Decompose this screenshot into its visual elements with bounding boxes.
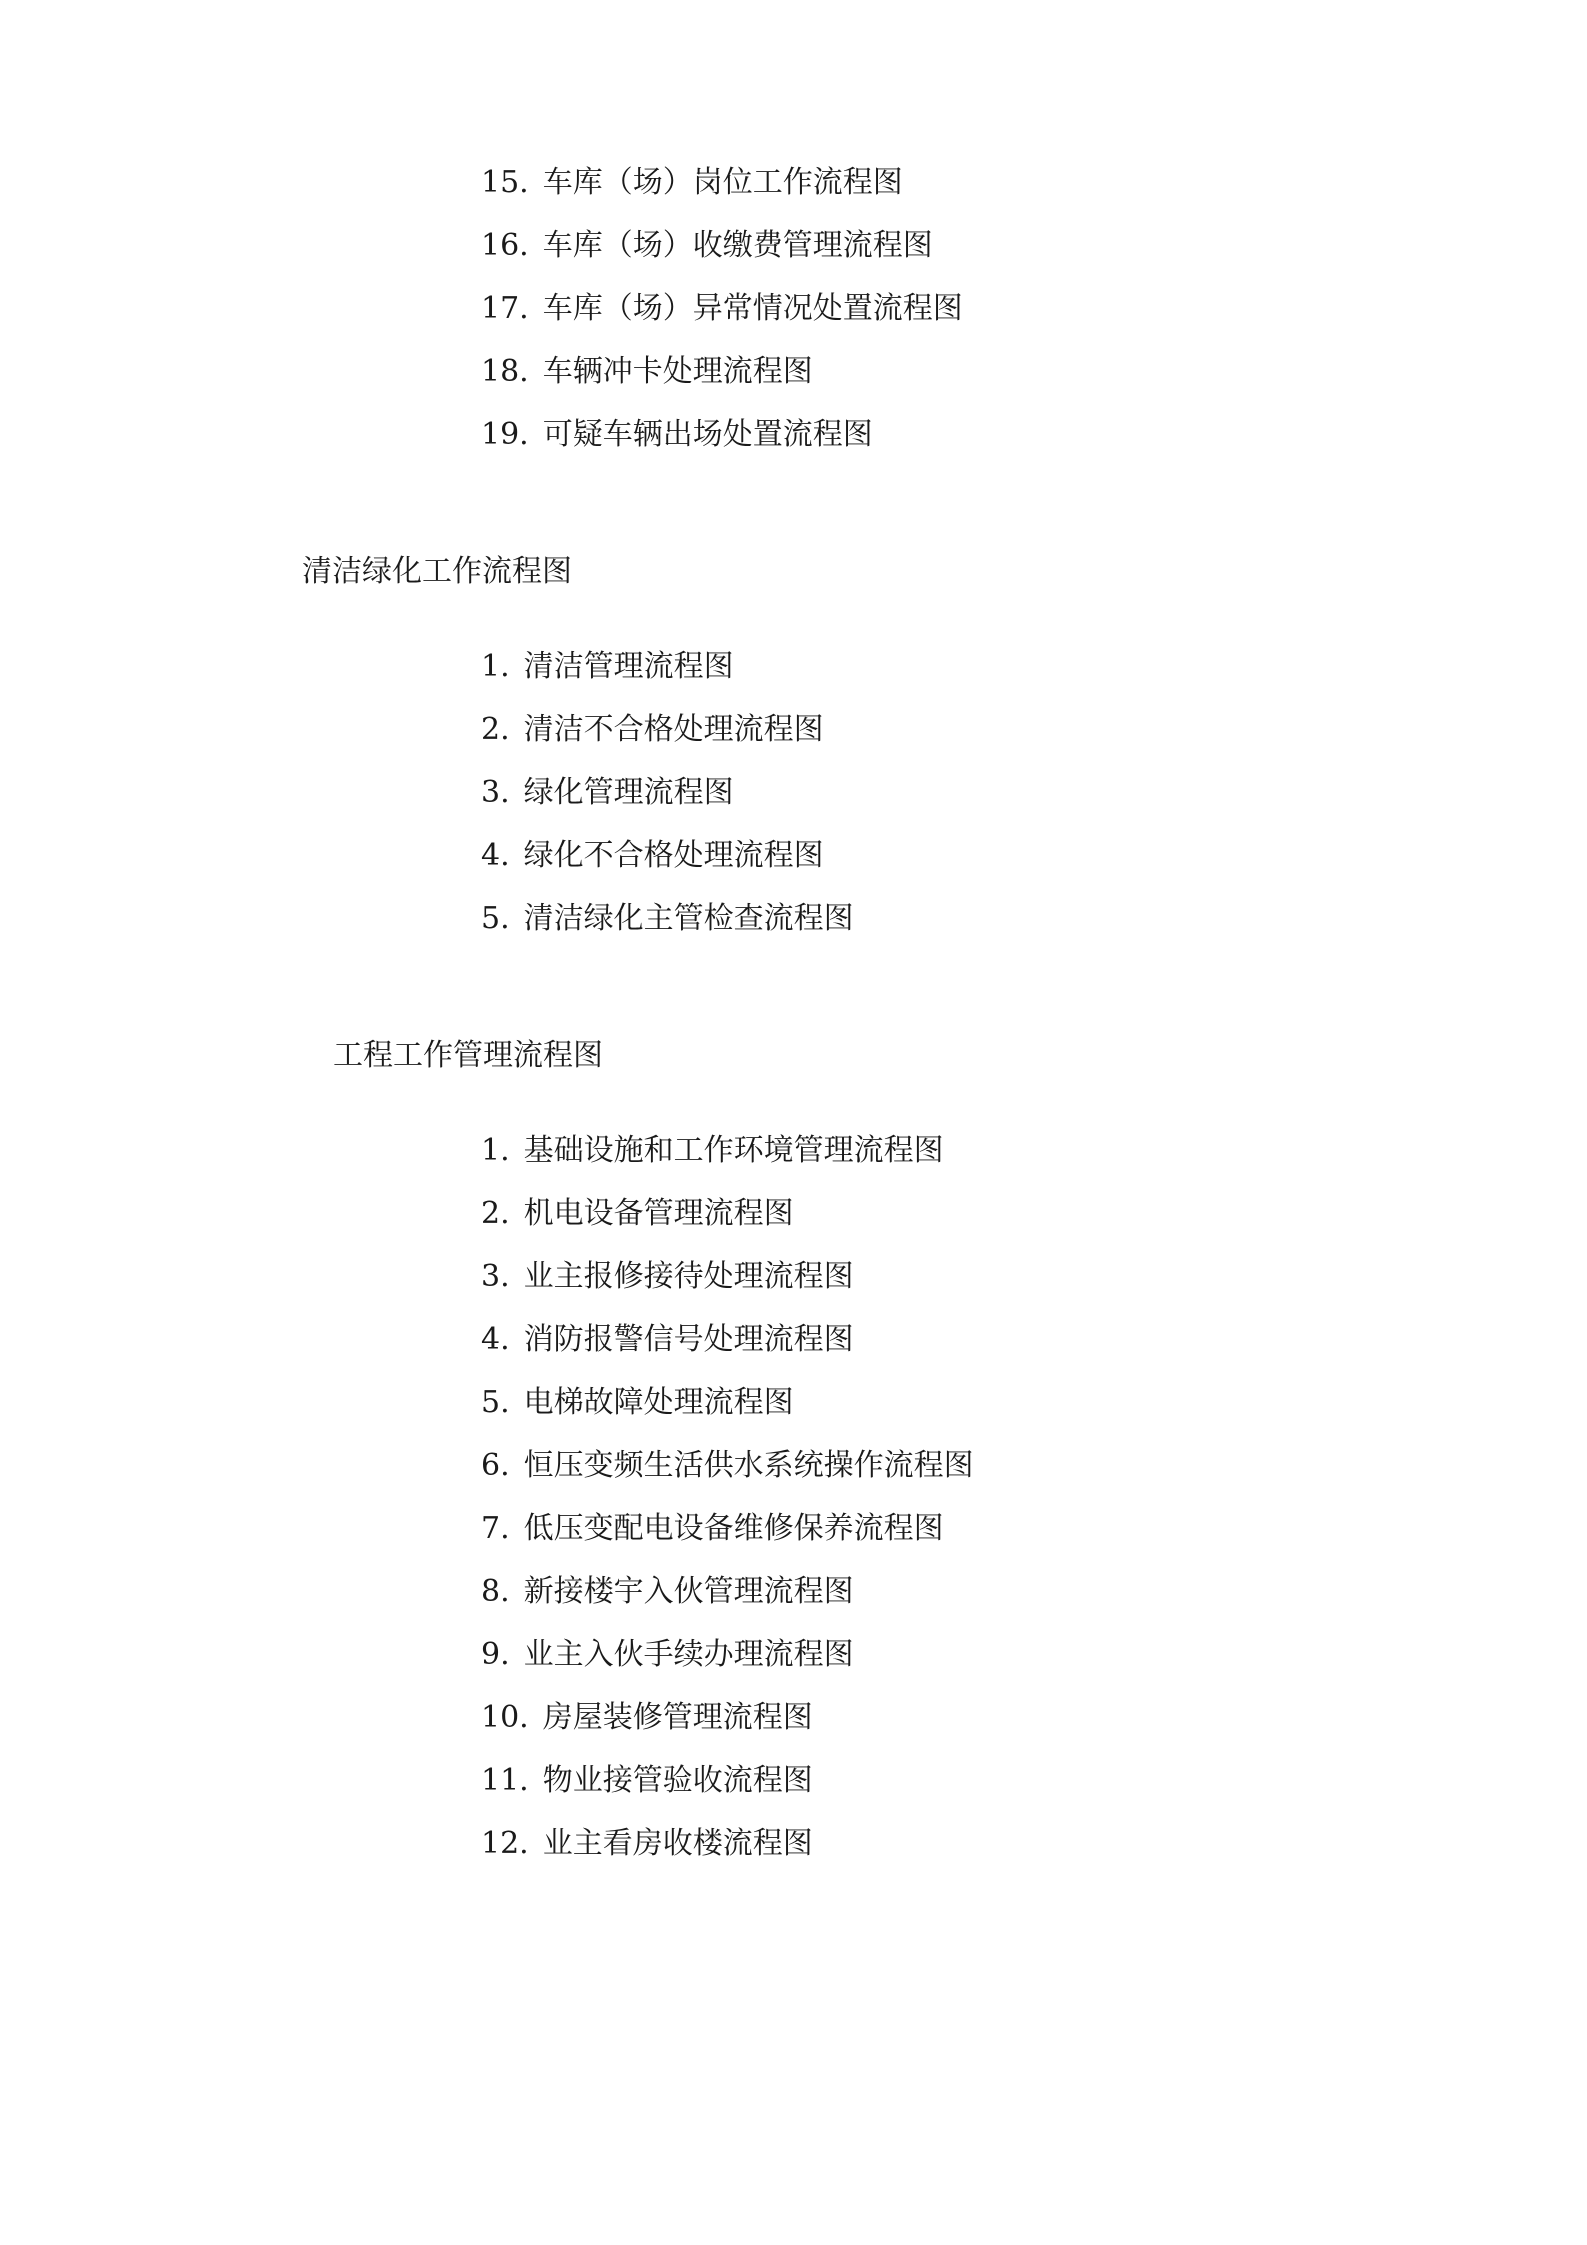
list-item xyxy=(481,1824,813,1864)
item-number: 4. xyxy=(481,1322,510,1357)
item-text: 机电设备管理流程图 xyxy=(523,1196,794,1231)
item-text: 车辆冲卡处理流程图 xyxy=(542,354,813,389)
list-item xyxy=(481,1761,813,1801)
list-item xyxy=(481,1131,944,1171)
item-number: 11. xyxy=(481,1763,529,1798)
list-item xyxy=(481,710,824,750)
list-item xyxy=(481,1383,794,1423)
list-item xyxy=(481,773,734,813)
item-text: 基础设施和工作环境管理流程图 xyxy=(523,1133,944,1168)
list-item xyxy=(481,163,903,203)
list-item xyxy=(481,836,824,876)
item-number: 8. xyxy=(481,1574,510,1609)
list-item xyxy=(481,1572,854,1612)
list-item xyxy=(481,1635,854,1675)
list-item xyxy=(481,1257,854,1297)
item-number: 16. xyxy=(481,228,529,263)
item-text: 电梯故障处理流程图 xyxy=(523,1385,794,1420)
item-number: 18. xyxy=(481,354,529,389)
item-text: 物业接管验收流程图 xyxy=(542,1763,813,1798)
item-number: 6. xyxy=(481,1448,510,1483)
item-text: 恒压变频生活供水系统操作流程图 xyxy=(523,1448,974,1483)
item-number: 10. xyxy=(481,1700,529,1735)
item-number: 5. xyxy=(481,1385,510,1420)
item-text: 清洁绿化主管检查流程图 xyxy=(523,901,854,936)
item-number: 9. xyxy=(481,1637,510,1672)
list-item xyxy=(481,1194,794,1234)
item-text: 低压变配电设备维修保养流程图 xyxy=(523,1511,944,1546)
list-item xyxy=(481,352,813,392)
item-text: 绿化管理流程图 xyxy=(523,775,734,810)
item-number: 5. xyxy=(481,901,510,936)
section-heading-cleaning: 清洁绿化工作流程图 xyxy=(302,554,572,589)
item-number: 7. xyxy=(481,1511,510,1546)
item-number: 1. xyxy=(481,649,510,684)
item-number: 17. xyxy=(481,291,529,326)
list-item xyxy=(481,226,933,266)
item-number: 19. xyxy=(481,417,529,452)
item-text: 业主入伙手续办理流程图 xyxy=(523,1637,854,1672)
item-number: 3. xyxy=(481,775,510,810)
list-item xyxy=(481,1320,854,1360)
item-text: 车库（场）异常情况处置流程图 xyxy=(542,291,963,326)
list-item xyxy=(481,647,734,687)
item-number: 15. xyxy=(481,165,529,200)
item-text: 车库（场）收缴费管理流程图 xyxy=(542,228,933,263)
item-number: 3. xyxy=(481,1259,510,1294)
item-number: 2. xyxy=(481,1196,510,1231)
item-text: 房屋装修管理流程图 xyxy=(542,1700,813,1735)
item-text: 清洁不合格处理流程图 xyxy=(523,712,824,747)
item-text: 业主看房收楼流程图 xyxy=(542,1826,813,1861)
item-number: 2. xyxy=(481,712,510,747)
item-number: 1. xyxy=(481,1133,510,1168)
item-text: 可疑车辆出场处置流程图 xyxy=(542,417,873,452)
section-heading-engineering: 工程工作管理流程图 xyxy=(333,1038,603,1073)
list-item xyxy=(481,1446,974,1486)
list-item xyxy=(481,1509,944,1549)
item-text: 车库（场）岗位工作流程图 xyxy=(542,165,903,200)
list-item xyxy=(481,415,873,455)
item-text: 新接楼宇入伙管理流程图 xyxy=(523,1574,854,1609)
list-item xyxy=(481,899,854,939)
list-item xyxy=(481,289,963,329)
list-item xyxy=(481,1698,813,1738)
item-text: 业主报修接待处理流程图 xyxy=(523,1259,854,1294)
item-number: 4. xyxy=(481,838,510,873)
item-text: 绿化不合格处理流程图 xyxy=(523,838,824,873)
item-text: 消防报警信号处理流程图 xyxy=(523,1322,854,1357)
item-number: 12. xyxy=(481,1826,529,1861)
item-text: 清洁管理流程图 xyxy=(523,649,734,684)
